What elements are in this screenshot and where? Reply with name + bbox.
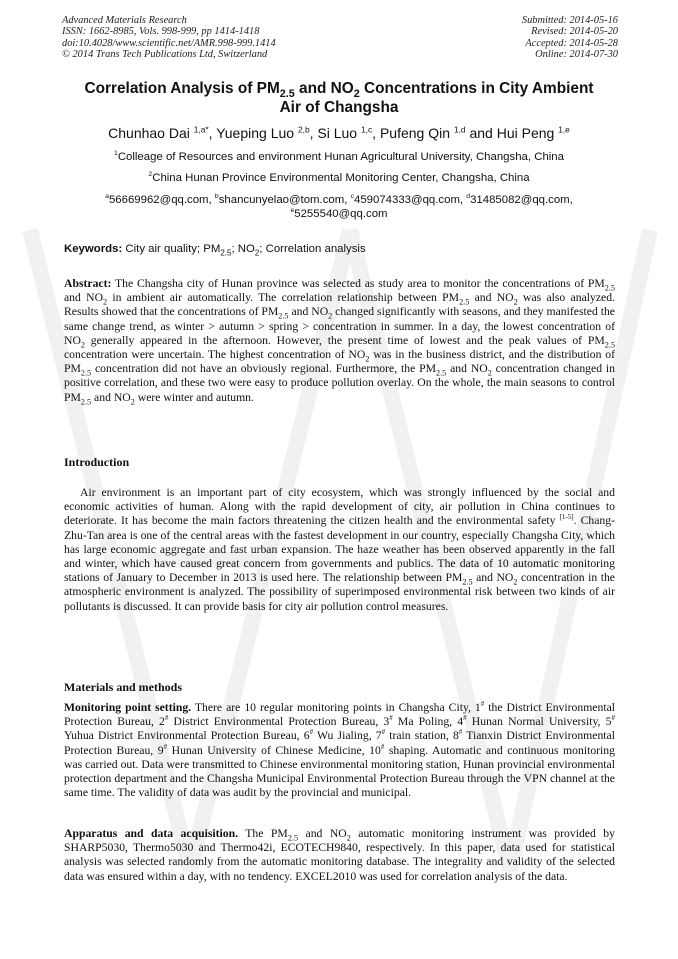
author-emails: $^a$56669962@qq.com, $^b$shancunyelao@tom.com, $^c$459074333@qq.com, $^d$31485082@qq.com, $^e$5255540@qq.com: [105, 193, 573, 220]
journal-copyright: © 2014 Trans Tech Publications Ltd, Switzerland: [62, 49, 268, 61]
date-accepted: Accepted: 2014-05-28: [525, 37, 618, 49]
email-link: 31485082@qq.com,: [470, 194, 573, 206]
apparatus-paragraph: Apparatus and data acquisition. The $PM_{2.5}$ and $NO_2$ automatic monitoring instrument was provided by SHARP5030, Thermo5030 and Thermo42i, ECOTECH9840, respectively. In this paper, data used for statistical analysis was selected randomly from the automatic monitoring database. The integrality and validity of the selected data was ensured within a day, with no tendency. EXCEL2010 was used for correlation analysis of the data.: [64, 827, 615, 883]
email-link: 56669962@qq.com,: [108, 194, 215, 206]
email-link: 459074333@qq.com,: [354, 194, 467, 206]
citation-ref: [1-5]: [559, 513, 574, 522]
author: Yueping Luo $^{2,b}$,: [216, 124, 318, 141]
author: Pufeng Qin $^{1,d}$ and: [379, 124, 497, 141]
email-link: shancunyelao@tom.com,: [218, 194, 351, 206]
monitoring-point-paragraph: Monitoring point setting. There are 10 regular monitoring points in Changsha City, 1# the District Environmental Protection Bureau, 2# District Environmental Protection Bureau, 3# Ma Poling, 4# Hunan Normal University, 5# Yuhua District Environmental Protection Bureau, 6# Wu Jialing, 7# train station, 8# Tianxin District Environmental Protection Bureau, 9# Hunan University of Chinese Medicine, 10# shaping. Automatic and continuous monitoring was carried out. Data were transmitted to Chinese environmental monitoring station, Hunan provincial environmental protection department and the Changsha Municipal Environmental Protection Bureau through the VPN channel at the same time. The validity of data was audit by the provincial and municipal.: [64, 700, 616, 800]
author-list: [40, 125, 638, 141]
abstract: Abstract: The Changsha city of Hunan province was selected as study area to monitor the concentrations of $PM_{2.5}$ and $NO_2$ in ambient air automatically. The correlation relationship between $PM_{2.5}$ and $NO_2$ was also analyzed. Results showed that the concentrations of $PM_{2.5}$ and $NO_2$ changed significantly with seasons, and they manifested the same change trend, as winter > autumn > spring > concentration in summer. In a day, the lowest concentration of $NO_2$ generally appeared in the afternoon. However, the present time of lowest and the peak values of $PM_{2.5}$ concentration were uncertain. The highest concentration of $NO_2$ was in the business district, and the distribution of $PM_{2.5}$ concentration did not have an obviously regional. Furthermore, the $PM_{2.5}$ and $NO_2$ concentration changed in positive correlation, and these two were easy to produce pollution overlay. On the whole, the main seasons to control $PM_{2.5}$ and $NO_2$ were winter and autumn.: [64, 277, 616, 406]
author: Si Luo $^{1,c}$,: [317, 124, 380, 141]
email-link: 5255540@qq.com: [294, 208, 388, 220]
publication-dates: [522, 15, 618, 61]
affiliation-1: $^1$Colleage of Resources and environment Hunan Agricultural University, Changsha, China: [114, 150, 564, 163]
date-online: Online: 2014-07-30: [535, 49, 618, 61]
section-heading-introduction: Introduction: [64, 455, 130, 469]
affiliation-2: $^2$China Hunan Province Environmental Monitoring Center, Changsha, China: [148, 171, 530, 184]
author: Hui Peng $^{1,e}$: [496, 124, 570, 141]
journal-issn: ISSN: 1662-8985, Vols. 998-999, pp 1414-1418: [62, 26, 260, 38]
keywords: Keywords: City air quality; $PM_{2.5}$; $NO_2$; Correlation analysis: [64, 243, 366, 258]
journal-name: Advanced Materials Research: [62, 15, 187, 26]
introduction-paragraph: Air environment is an important part of city ecosystem, which was strongly influenced by the social and economic activities of human. Along with the rapid development of city, air pollution in China continues to deteriorate. It has become the main factors threatening the citizen health and the environmental safety [1-5]. Chang-Zhu-Tan area is one of the central areas with the fastest development in our country, especially Changsha City, which has large economic aggregate and fast urban expansion. The haze weather has been observed apparently in the fall and winter, which have caused great concern from governments and publics. The data of 10 automatic monitoring stations of January to December in 2013 is used here. The relationship between $PM_{2.5}$ and $NO_2$ concentration in the atmospheric environment is analyzed. The possibility of superimposed environmental risk between two kinds of air pollutants is discussed. It can provide basis for city air pollution control measures.: [64, 486, 616, 613]
author: Chunhao Dai $^{1,a*}$,: [108, 124, 217, 141]
journal-info: [62, 15, 276, 61]
journal-doi: doi:10.4028/www.scientific.net/AMR.998-999.1414: [62, 37, 276, 49]
paper-title: Correlation Analysis of $PM_{2.5}$ and $NO_2$ Concentrations in City Ambient Air of Changsha: [84, 80, 594, 116]
date-revised: Revised: 2014-05-20: [531, 26, 618, 38]
section-heading-materials: Materials and methods: [64, 680, 182, 694]
date-submitted: Submitted: 2014-05-16: [521, 15, 618, 26]
